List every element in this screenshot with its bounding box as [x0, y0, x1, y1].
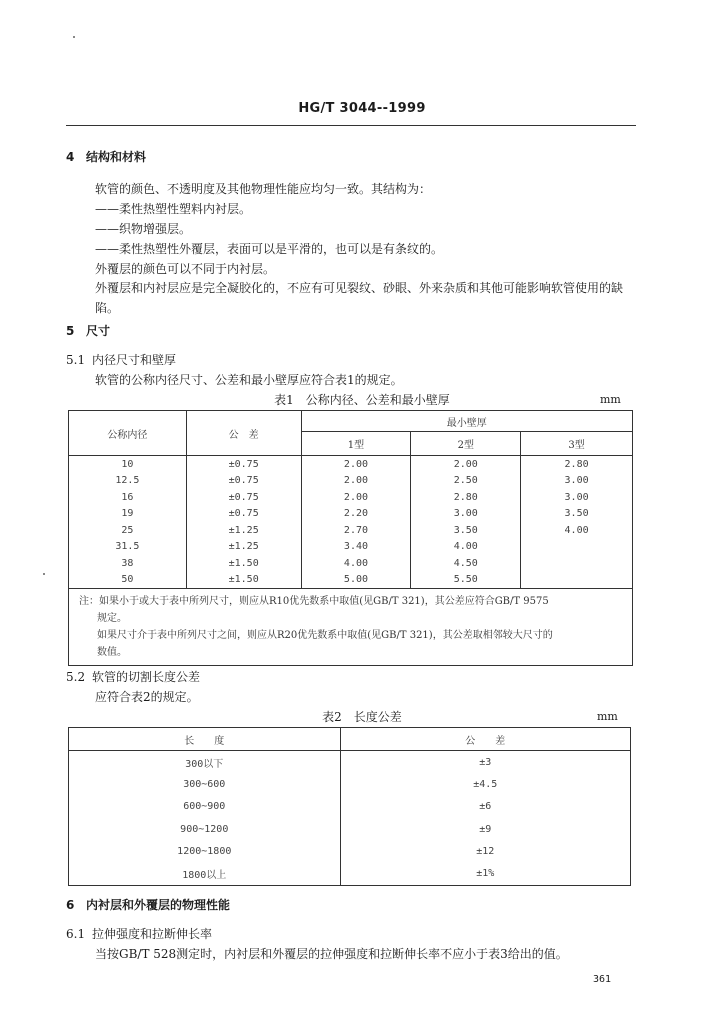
table-2-unit: mm — [597, 710, 618, 723]
cell-diameter: 50 — [69, 572, 187, 589]
cell-tolerance: ±12 — [340, 840, 630, 862]
paragraph: 应符合表2的规定。 — [95, 690, 199, 704]
table-row — [69, 555, 633, 572]
list-item: ——柔性热塑性塑料内衬层。 — [95, 202, 252, 216]
table-row — [69, 539, 633, 556]
note-2-cont: 数值。 — [97, 647, 127, 658]
table-1 — [68, 410, 633, 666]
note-1-cont: 规定。 — [97, 613, 127, 624]
cell-type3: 3.00 — [521, 489, 633, 506]
cell-diameter: 19 — [69, 506, 187, 523]
table-row — [69, 862, 631, 885]
subsection-number: 5.1 — [66, 353, 86, 367]
section-5-heading — [66, 322, 110, 339]
cell-tolerance: ±1.50 — [186, 555, 301, 572]
paragraph — [95, 278, 637, 318]
subsection-5-1-heading — [66, 351, 176, 368]
cell-type3: 2.80 — [521, 456, 633, 473]
cell-diameter: 16 — [69, 489, 187, 506]
section-title: 内衬层和外覆层的物理性能 — [86, 898, 231, 912]
cell-tolerance: ±1.50 — [186, 572, 301, 589]
table-row — [69, 796, 631, 818]
cell-type2: 3.50 — [411, 522, 521, 539]
cell-tolerance: ±6 — [340, 796, 630, 818]
table-row — [69, 506, 633, 523]
header-rule — [66, 125, 636, 126]
cell-type3: 4.00 — [521, 522, 633, 539]
cell-tolerance: ±0.75 — [186, 473, 301, 490]
paragraph: 当按GB/T 528测定时，内衬层和外覆层的拉伸强度和拉断伸长率不应小于表3给出的值。 — [95, 947, 568, 961]
table-row — [69, 522, 633, 539]
col-header-tolerance: 公 差 — [186, 411, 301, 456]
cell-type2: 2.80 — [411, 489, 521, 506]
table-row — [69, 473, 633, 490]
table-row — [69, 840, 631, 862]
cell-type2: 4.50 — [411, 555, 521, 572]
cell-length: 1200~1800 — [69, 840, 341, 862]
cell-length: 900~1200 — [69, 818, 341, 840]
cell-type1: 2.00 — [301, 489, 411, 506]
cell-diameter: 31.5 — [69, 539, 187, 556]
cell-tolerance: ±0.75 — [186, 489, 301, 506]
section-number: 4 — [66, 150, 75, 164]
table-row — [69, 751, 631, 774]
col-header-diameter: 公称内径 — [69, 411, 187, 456]
cell-type1: 3.40 — [301, 539, 411, 556]
cell-tolerance: ±1.25 — [186, 539, 301, 556]
cell-type3: 3.00 — [521, 473, 633, 490]
cell-type2: 2.50 — [411, 473, 521, 490]
cell-tolerance: ±3 — [340, 751, 630, 774]
standard-header: HG/T 3044--1999 — [298, 101, 426, 116]
note-2: 如果尺寸介于表中所列尺寸之间，则应从R20优先数系中取值(见GB/T 321)，其公差取相邻较大尺寸的 — [97, 630, 553, 641]
subsection-6-1-heading — [66, 925, 212, 942]
cell-type3 — [521, 539, 633, 556]
cell-type3 — [521, 555, 633, 572]
cell-tolerance: ±1% — [340, 862, 630, 885]
section-4-heading — [66, 148, 146, 165]
table-row — [69, 489, 633, 506]
section-number: 6 — [66, 898, 75, 912]
page-number: 361 — [593, 974, 612, 985]
cell-diameter: 10 — [69, 456, 187, 473]
cell-type2: 4.00 — [411, 539, 521, 556]
cell-type3 — [521, 572, 633, 589]
table-1-caption: 表1 公称内径、公差和最小壁厚 — [274, 393, 450, 407]
section-title: 结构和材料 — [86, 150, 147, 164]
cell-tolerance: ±0.75 — [186, 506, 301, 523]
section-6-heading — [66, 896, 230, 913]
cell-length: 300以下 — [69, 751, 341, 774]
col-header-min-wall: 最小壁厚 — [301, 411, 632, 432]
cell-type1: 2.70 — [301, 522, 411, 539]
cell-type1: 2.20 — [301, 506, 411, 523]
table-row — [69, 773, 631, 795]
table-row — [69, 456, 633, 473]
subsection-title: 软管的切割长度公差 — [92, 670, 201, 684]
col-header-type1: 1型 — [301, 432, 411, 456]
table-row — [69, 818, 631, 840]
paragraph: 软管的公称内径尺寸、公差和最小壁厚应符合表1的规定。 — [95, 373, 403, 387]
scan-speck — [73, 36, 75, 38]
table-1-notes — [69, 589, 633, 666]
col-header-type2: 2型 — [411, 432, 521, 456]
table-2 — [68, 727, 631, 886]
section-title: 尺寸 — [86, 324, 111, 338]
cell-type1: 2.00 — [301, 473, 411, 490]
subsection-title: 内径尺寸和壁厚 — [92, 353, 177, 367]
table-1-unit: mm — [600, 393, 621, 406]
scan-speck — [43, 573, 45, 575]
cell-tolerance: ±1.25 — [186, 522, 301, 539]
subsection-number: 5.2 — [66, 670, 86, 684]
cell-tolerance: ±0.75 — [186, 456, 301, 473]
subsection-number: 6.1 — [66, 927, 86, 941]
paragraph-text: 外覆层和内衬层应是完全凝胶化的，不应有可见裂纹、砂眼、外来杂质和其他可能影响软管使用的缺陷。 — [95, 281, 624, 315]
cell-type2: 3.00 — [411, 506, 521, 523]
list-item: ——织物增强层。 — [95, 222, 192, 236]
cell-tolerance: ±9 — [340, 818, 630, 840]
cell-length: 1800以上 — [69, 862, 341, 885]
cell-diameter: 25 — [69, 522, 187, 539]
cell-diameter: 38 — [69, 555, 187, 572]
cell-diameter: 12.5 — [69, 473, 187, 490]
cell-type2: 2.00 — [411, 456, 521, 473]
cell-tolerance: ±4.5 — [340, 773, 630, 795]
paragraph: 外覆层的颜色可以不同于内衬层。 — [95, 262, 276, 276]
cell-length: 600~900 — [69, 796, 341, 818]
col-header-type3: 3型 — [521, 432, 633, 456]
subsection-title: 拉伸强度和拉断伸长率 — [92, 927, 213, 941]
table-2-caption: 表2 长度公差 — [322, 710, 402, 724]
paragraph: 软管的颜色、不透明度及其他物理性能应均匀一致。其结构为： — [95, 182, 432, 196]
section-number: 5 — [66, 324, 75, 338]
list-item: ——柔性热塑性外覆层，表面可以是平滑的，也可以是有条纹的。 — [95, 242, 444, 256]
cell-length: 300~600 — [69, 773, 341, 795]
table-row — [69, 572, 633, 589]
note-1: 注：如果小于或大于表中所列尺寸，则应从R10优先数系中取值(见GB/T 321)，其公差应符合GB/T 9575 — [79, 596, 549, 607]
cell-type2: 5.50 — [411, 572, 521, 589]
col-header-tolerance: 公 差 — [340, 728, 630, 751]
col-header-length: 长 度 — [69, 728, 341, 751]
subsection-5-2-heading — [66, 668, 200, 685]
cell-type1: 4.00 — [301, 555, 411, 572]
cell-type1: 5.00 — [301, 572, 411, 589]
cell-type3: 3.50 — [521, 506, 633, 523]
cell-type1: 2.00 — [301, 456, 411, 473]
